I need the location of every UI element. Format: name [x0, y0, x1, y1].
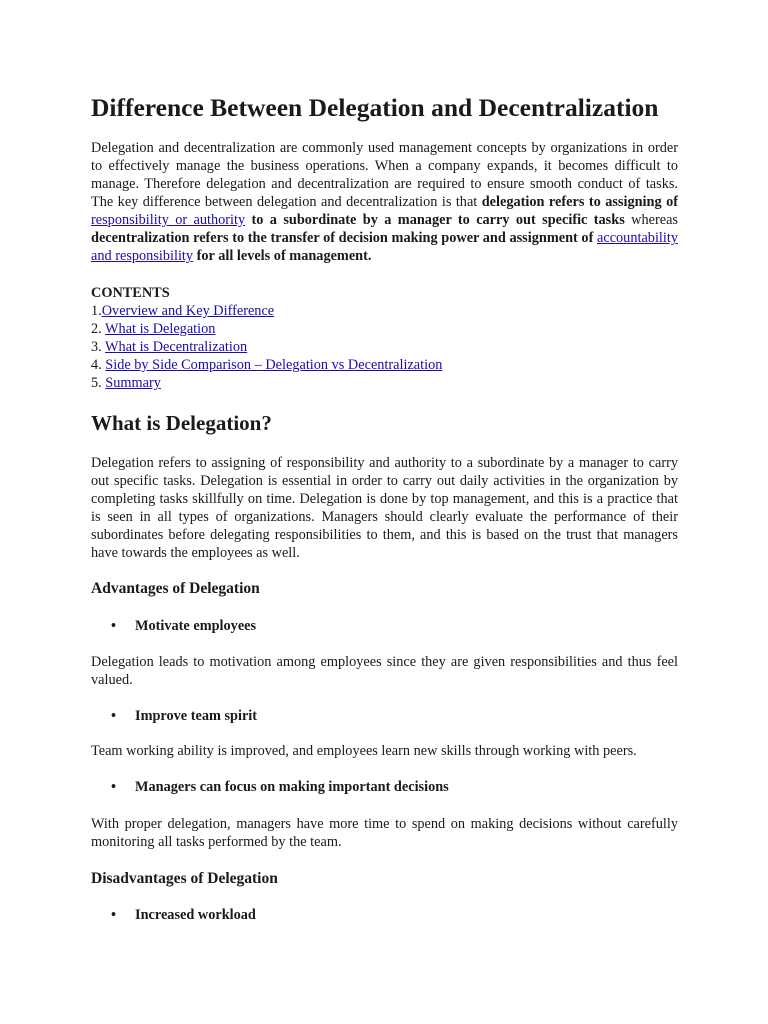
- bullet-item: [111, 906, 256, 924]
- bullet-item: [111, 617, 256, 635]
- contents-item-summary: [91, 374, 678, 392]
- page-title: Difference Between Delegation and Decentralization: [91, 93, 659, 122]
- contents-link-decentralization[interactable]: What is Decentralization: [105, 339, 248, 355]
- bullet-label: Increased workload: [135, 907, 256, 923]
- contents-item-decentralization: [91, 338, 678, 356]
- bullet-icon: •: [111, 779, 117, 795]
- bullet-icon: •: [111, 708, 117, 724]
- intro-bold-text: delegation refers to assigning of: [481, 194, 678, 210]
- advantages-heading: Advantages of Delegation: [91, 580, 260, 597]
- bullet-label: Motivate employees: [135, 618, 257, 634]
- link-responsibility-or-authority[interactable]: responsibility or authority: [91, 212, 246, 228]
- intro-bold-text: decentralization refers to the transfer of decision making power and assignment of: [91, 230, 597, 246]
- contents-link-comparison[interactable]: Side by Side Comparison – Delegation vs Decentralization: [105, 357, 443, 373]
- contents-item-delegation: [91, 320, 678, 338]
- intro-bold-text: for all levels of management.: [193, 248, 372, 264]
- disadvantages-heading: Disadvantages of Delegation: [91, 870, 278, 887]
- contents-link-summary[interactable]: Summary: [105, 375, 161, 391]
- bullet-icon: •: [111, 907, 117, 923]
- intro-text: whereas: [624, 212, 678, 228]
- contents-link-overview[interactable]: Overview and Key Difference: [101, 303, 275, 319]
- section-heading-what-is-delegation: What is Delegation?: [91, 411, 272, 435]
- bullet-label: Managers can focus on making important decisions: [135, 779, 449, 795]
- bullet-icon: •: [111, 618, 117, 634]
- contents-heading: CONTENTS: [91, 285, 170, 301]
- intro-text: Delegation and decentralization are commonly used management concepts by organizations in order to effectively manage the business operations. When a company expands, it becomes difficult to manage. Therefore delegation and decentralization are required to ensure smooth conduct of tasks. The key difference between delegation and decentralization is that: [91, 140, 678, 210]
- advantage-paragraph: With proper delegation, managers have more time to spend on making decisions without carefully monitoring all tasks performed by the team.: [91, 816, 678, 850]
- advantage-paragraph: Team working ability is improved, and employees learn new skills through working with peers.: [91, 743, 637, 759]
- contents-number: 4.: [91, 357, 106, 373]
- advantage-paragraph: Delegation leads to motivation among employees since they are given responsibilities and thus feel valued.: [91, 654, 678, 688]
- contents-number: 1.: [91, 303, 102, 319]
- delegation-paragraph: Delegation refers to assigning of responsibility and authority to a subordinate by a manager to carry out specific tasks. Delegation is essential in order to carry out daily activities in the organization by completing tasks skillfully on time. Delegation is done by top management, and this is a practice that is seen in all types of organizations. Managers should clearly evaluate the performance of their subordinates before delegating responsibilities to them, and this is based on the trust that managers have towards the employees as well.: [91, 455, 678, 561]
- table-of-contents: [91, 284, 678, 392]
- bullet-item: [111, 778, 449, 796]
- contents-number: 3.: [91, 339, 106, 355]
- bullet-label: Improve team spirit: [135, 708, 258, 724]
- contents-link-delegation[interactable]: What is Delegation: [105, 321, 216, 337]
- contents-item-overview: [91, 302, 678, 320]
- intro-bold-text: to a subordinate by a manager to carry out specific tasks: [245, 212, 625, 228]
- bullet-item: [111, 707, 257, 725]
- link-accountability-and-responsibility[interactable]: accountability and responsibility: [91, 230, 678, 264]
- contents-number: 2.: [91, 321, 106, 337]
- contents-item-comparison: [91, 356, 678, 374]
- intro-paragraph: [91, 139, 678, 265]
- contents-number: 5.: [91, 375, 106, 391]
